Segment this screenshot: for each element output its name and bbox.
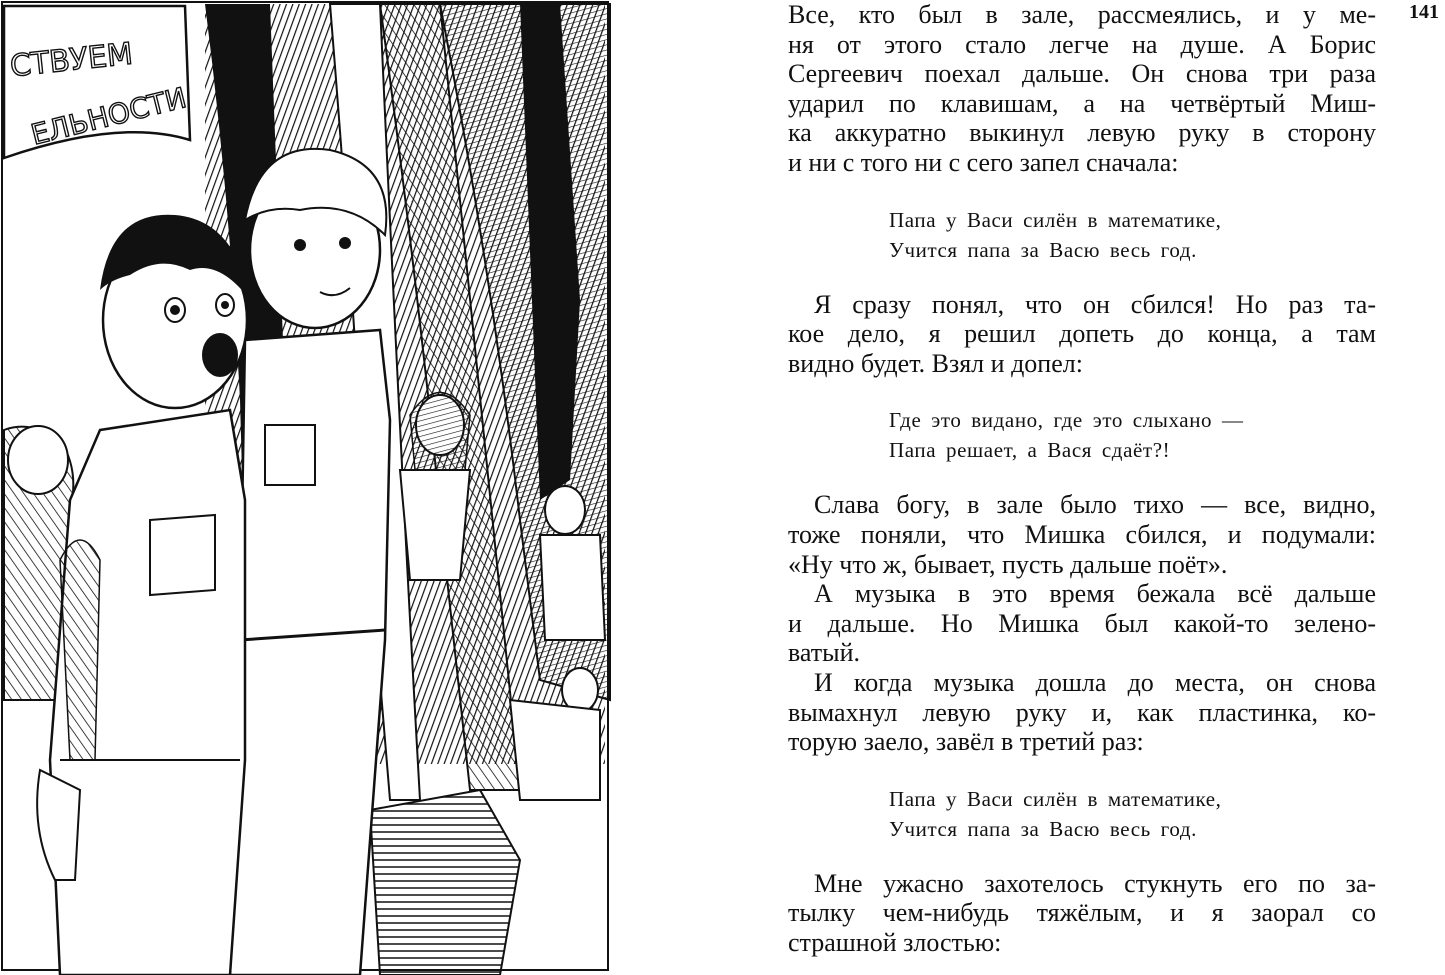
text-line: И когда музыка дошла до места, он снова xyxy=(814,667,1376,697)
paragraph-4 xyxy=(788,579,1376,668)
banner-line-2: ЕЛЬНОСТИ xyxy=(27,81,190,152)
text-line: кое дело, я решил допеть до конца, а там xyxy=(788,319,1376,349)
paragraph-5 xyxy=(788,668,1376,757)
text-line: Все, кто был в зале, рассмеялись, и у ме- xyxy=(788,0,1376,29)
text-line: Я сразу понял, что он сбился! Но раз та- xyxy=(814,289,1376,319)
illustration xyxy=(0,0,612,975)
text-line: ударил по клавишам, а на четвёртый Миш- xyxy=(788,88,1376,118)
banner-line-1: СТВУЕМ xyxy=(8,36,135,85)
verse-line: Папа у Васи силён в математике, xyxy=(889,786,1222,811)
verse-line: Учится папа за Васю весь год. xyxy=(889,816,1197,841)
page-number: 141 xyxy=(1409,1,1439,23)
text-line: ка аккуратно выкинул левую руку в сторону xyxy=(788,118,1376,148)
verse-3 xyxy=(788,784,1376,844)
paragraph-1 xyxy=(788,0,1376,178)
text-line: и дальше. Но Мишка был какой-то зелено- xyxy=(788,608,1376,638)
text-line: Сергеевич поехал дальше. Он снова три раза xyxy=(788,59,1376,89)
text-line: тоже поняли, что Мишка сбился, и подумали: xyxy=(788,519,1376,549)
text-line: А музыка в это время бежала всё дальше xyxy=(814,579,1376,609)
verse-1 xyxy=(788,205,1376,265)
paragraph-2 xyxy=(788,290,1376,379)
text-line: тылку чем-нибудь тяжёлым, и я заорал со xyxy=(788,898,1376,928)
text-line: видно будет. Взял и допел: xyxy=(788,348,1083,378)
verse-2 xyxy=(788,405,1376,465)
text-column xyxy=(788,0,1376,957)
text-line: «Ну что ж, бывает, пусть дальше поёт». xyxy=(788,549,1228,579)
verse-line: Папа у Васи силён в математике, xyxy=(889,207,1222,232)
text-line: вымахнул левую руку и, как пластинка, ко- xyxy=(788,697,1376,727)
text-line: Мне ужасно захотелось стукнуть его по за- xyxy=(814,868,1376,898)
text-line: Слава богу, в зале было тихо — все, видно, xyxy=(814,490,1376,520)
paragraph-3 xyxy=(788,490,1376,579)
text-line: ня от этого стало легче на душе. А Борис xyxy=(788,29,1376,59)
text-line: ватый. xyxy=(788,638,861,668)
paragraph-6 xyxy=(788,869,1376,958)
text-line: торую заело, завёл в третий раз: xyxy=(788,727,1144,757)
verse-line: Учится папа за Васю весь год. xyxy=(889,237,1197,262)
verse-line: Папа решает, а Вася сдаёт?! xyxy=(889,438,1171,463)
verse-line: Где это видано, где это слыхано — xyxy=(889,408,1244,433)
text-line: страшной злостью: xyxy=(788,927,1002,957)
illustration-boys-singing-on-stage-icon xyxy=(0,0,612,975)
text-line: и ни с того ни с сего запел сначала: xyxy=(788,147,1179,177)
